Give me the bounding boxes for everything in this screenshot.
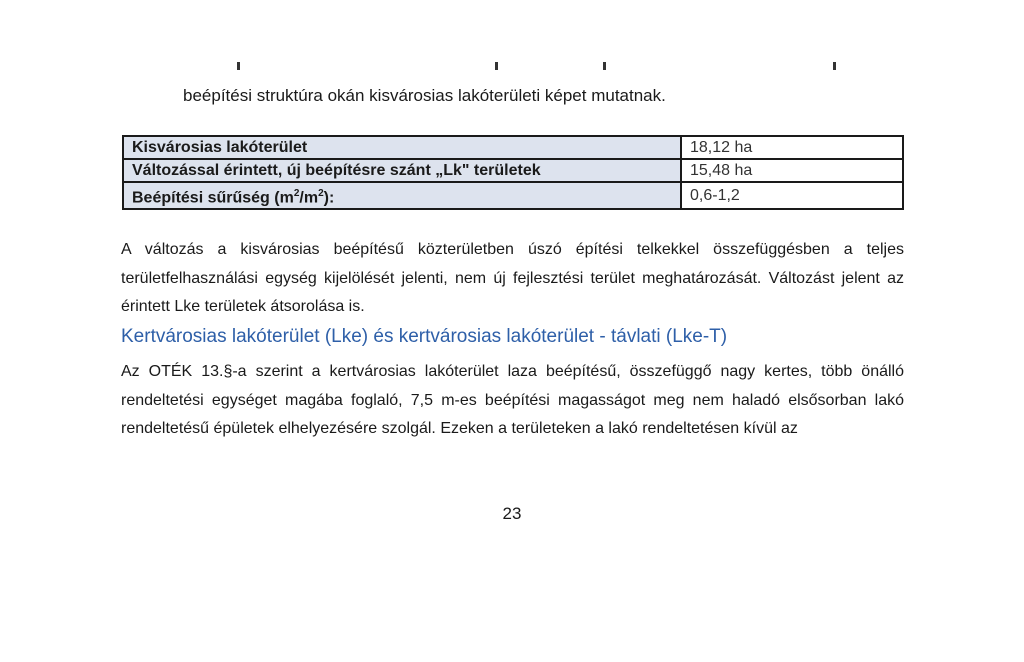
superscript-2: 2 xyxy=(318,188,324,199)
section-heading: Kertvárosias lakóterület (Lke) és kertvárosias lakóterület - távlati (Lke-T) xyxy=(121,326,728,347)
table-row-label: Változással érintett, új beépítésre szánt „Lk" területek xyxy=(123,159,681,182)
paragraph-change-description: A változás a kisvárosias beépítésű közterületben úszó építési telkekkel összefüggésben a teljes területfelhasználási egység kijelölését jelenti, nem új fejlesztési terület meghatározását. Változást jelent az érintett Lke területek átsorolása is. xyxy=(121,241,904,315)
density-label-mid: /m xyxy=(299,189,319,207)
page-number: 23 xyxy=(502,504,522,523)
table-row-label: Kisvárosias lakóterület xyxy=(123,136,681,159)
superscript-2: 2 xyxy=(293,188,300,199)
table-row-value: 0,6-1,2 xyxy=(681,182,903,209)
intro-text: beépítési struktúra okán kisvárosias lakóterületi képet mutatnak. xyxy=(183,86,666,105)
density-label-end: ): xyxy=(323,189,335,207)
table-row-value: 18,12 ha xyxy=(681,136,903,159)
table-row xyxy=(123,136,903,159)
table-row xyxy=(123,182,903,209)
cropped-text-line xyxy=(183,62,883,74)
density-label-main: Beépítési sűrűség (m xyxy=(132,189,294,207)
table-row xyxy=(123,159,903,182)
table-row-label xyxy=(123,182,681,209)
paragraph-otek: Az OTÉK 13.§-a szerint a kertvárosias lakóterület laza beépítésű, összefüggő nagy kertes, több önálló rendeltetési egységet magába foglaló, 7,5 m-es beépítési magasságot meg nem haladó elsősorban lakó rendeltetésű épületek elhelyezésére szolgál. Ezeken a területeken a lakó rendeltetésen kívül az xyxy=(121,363,904,437)
area-stats-table xyxy=(122,135,904,210)
table-row-value: 15,48 ha xyxy=(681,159,903,182)
